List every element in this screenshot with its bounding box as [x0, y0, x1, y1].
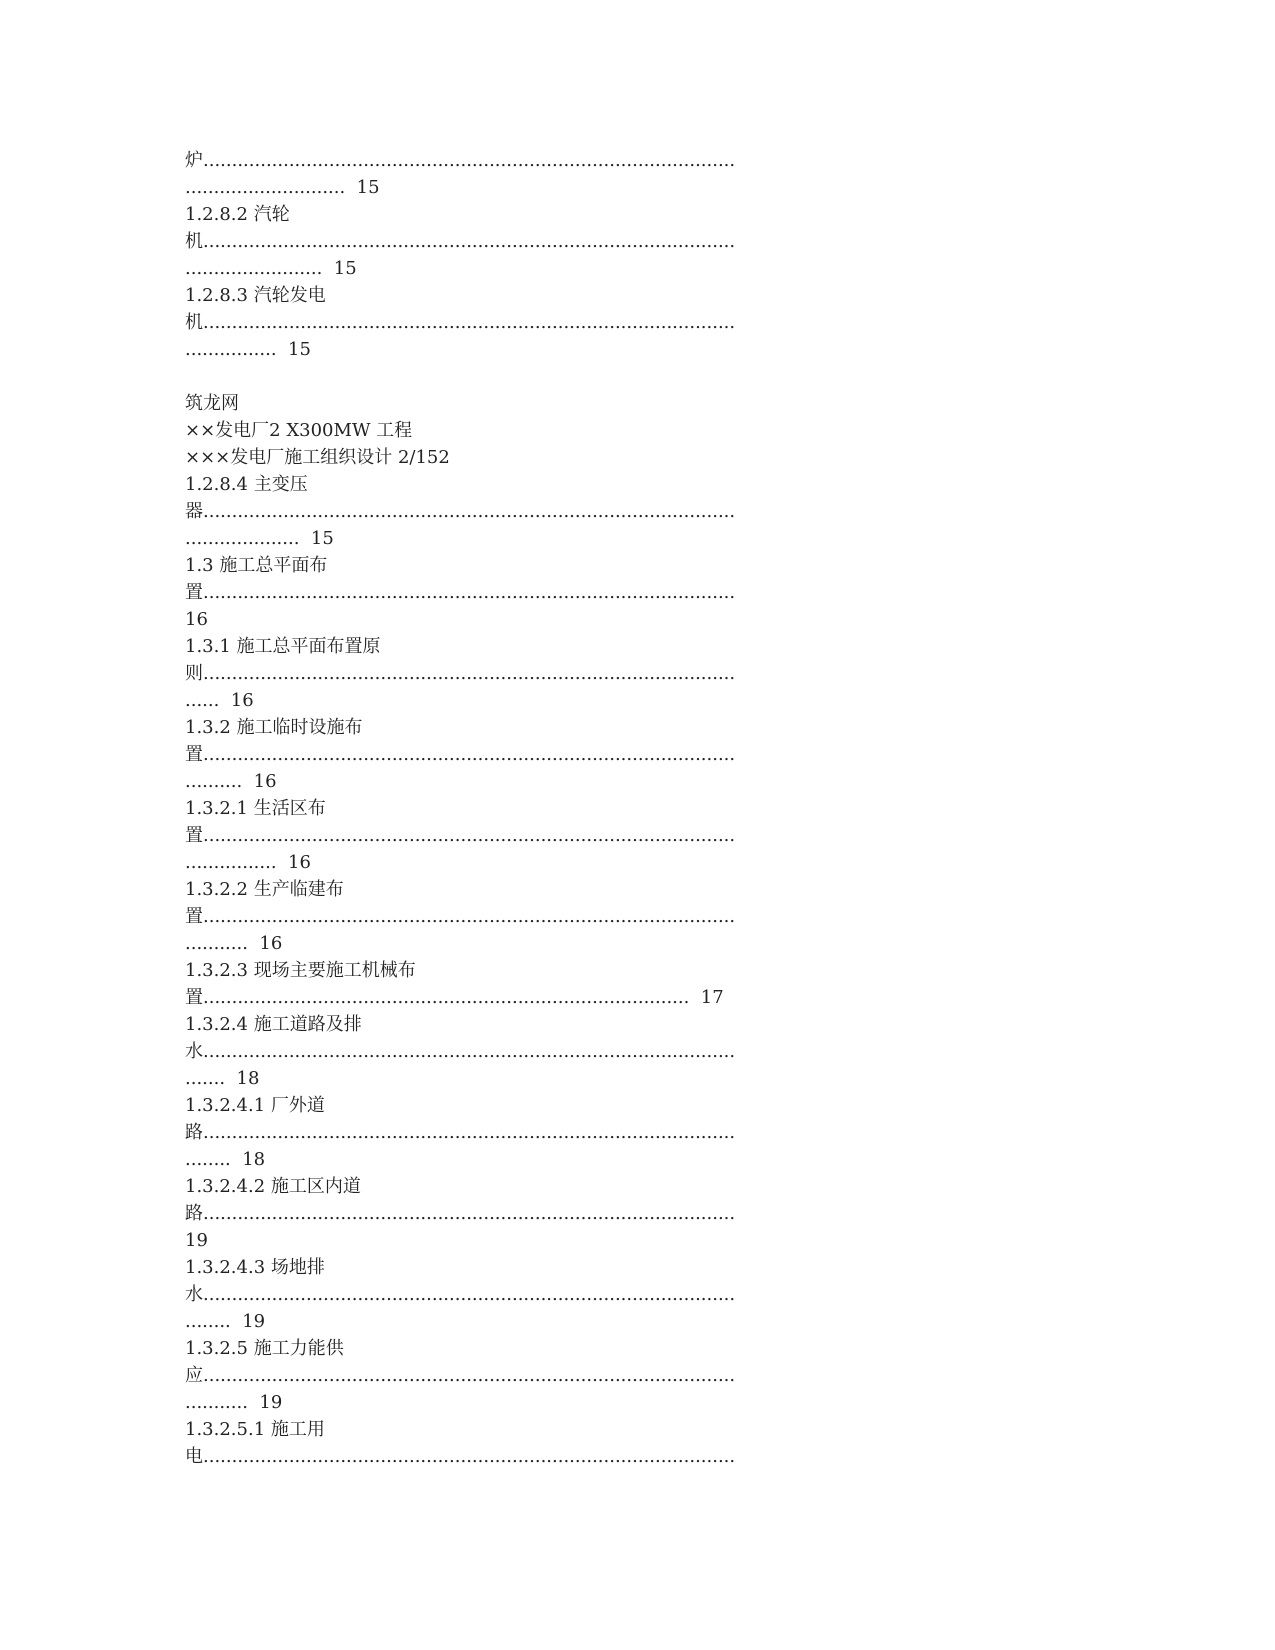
toc-line: ........................ 15	[185, 258, 357, 279]
toc-line: 路.............................................................................................	[185, 1122, 736, 1143]
toc-line: ........ 18	[185, 1149, 266, 1170]
toc-line: 1.3.2.4 施工道路及排	[185, 1014, 362, 1035]
toc-line: 则.............................................................................................	[185, 663, 736, 684]
toc-line: 机.............................................................................................	[185, 312, 736, 333]
toc-line: ........ 19	[185, 1311, 266, 1332]
toc-line: 1.3.2.5 施工力能供	[185, 1338, 344, 1359]
toc-line: 1.3.2.4.2 施工区内道	[185, 1176, 361, 1197]
toc-line: 炉.............................................................................................	[185, 150, 736, 171]
toc-line: 电.............................................................................................	[185, 1446, 736, 1467]
toc-line: 1.2.8.3 汽轮发电	[185, 285, 326, 306]
header-site-name: 筑龙网	[185, 393, 239, 414]
toc-line: 水.............................................................................................	[185, 1284, 736, 1305]
header-document-title: ×××发电厂施工组织设计 2/152	[185, 447, 450, 468]
toc-line: ............................ 15	[185, 177, 380, 198]
toc-line: ....... 18	[185, 1068, 260, 1089]
toc-line: 1.3.2.1 生活区布	[185, 798, 326, 819]
toc-line: 1.2.8.2 汽轮	[185, 204, 290, 225]
toc-line: 置.............................................................................................	[185, 744, 736, 765]
toc-line: 1.3.1 施工总平面布置原	[185, 636, 381, 657]
toc-line: 置.............................................................................................	[185, 582, 736, 603]
toc-line: 1.3 施工总平面布	[185, 555, 328, 576]
toc-line: 16	[185, 609, 208, 630]
toc-line: ........... 19	[185, 1392, 283, 1413]
toc-line: 器.............................................................................................	[185, 501, 736, 522]
toc-line: 19	[185, 1230, 208, 1251]
toc-line: 1.3.2.2 生产临建布	[185, 879, 344, 900]
toc-line: 机.............................................................................................	[185, 231, 736, 252]
toc-line: ................ 16	[185, 852, 311, 873]
toc-line: 路.............................................................................................	[185, 1203, 736, 1224]
toc-line: 1.2.8.4 主变压	[185, 474, 308, 495]
toc-line: 置.............................................................................................	[185, 906, 736, 927]
toc-line: 1.3.2.3 现场主要施工机械布	[185, 960, 416, 981]
blank-line	[185, 363, 1090, 390]
toc-line: 置.............................................................................................	[185, 825, 736, 846]
toc-line: ........... 16	[185, 933, 283, 954]
toc-line: 置..................................................................................... 17	[185, 987, 724, 1008]
toc-line: 1.3.2.4.3 场地排	[185, 1257, 325, 1278]
toc-line: .......... 16	[185, 771, 277, 792]
toc-content	[185, 147, 1090, 1470]
toc-line: ................ 15	[185, 339, 311, 360]
toc-line: 1.3.2 施工临时设施布	[185, 717, 363, 738]
toc-line: 1.3.2.5.1 施工用	[185, 1419, 325, 1440]
toc-line: 应.............................................................................................	[185, 1365, 736, 1386]
toc-line: 1.3.2.4.1 厂外道	[185, 1095, 325, 1116]
toc-line: .................... 15	[185, 528, 334, 549]
toc-line: ...... 16	[185, 690, 254, 711]
toc-line: 水.............................................................................................	[185, 1041, 736, 1062]
header-project-title: ××发电厂2 X300MW 工程	[185, 420, 413, 441]
